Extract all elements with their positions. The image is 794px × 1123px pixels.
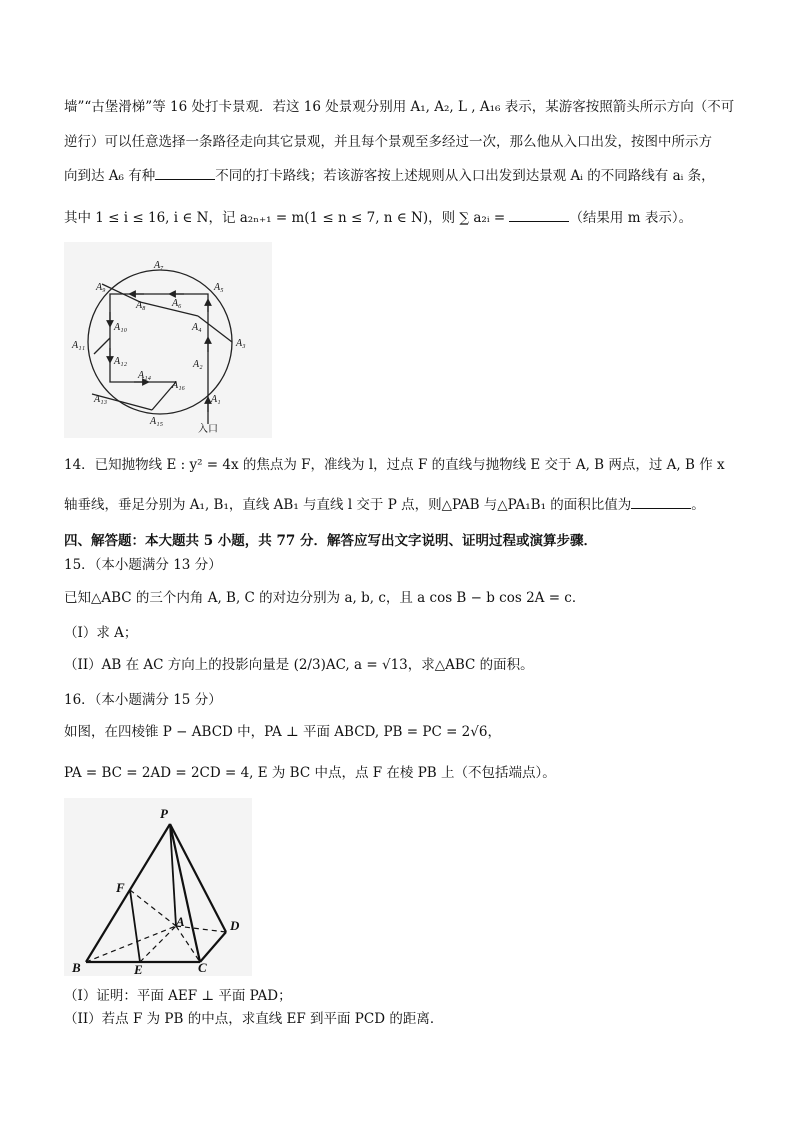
vertex-label-e: E bbox=[134, 962, 143, 976]
segment-fa bbox=[130, 890, 176, 926]
p14-line-2-b: 。 bbox=[691, 497, 705, 513]
fig-label-a1: A₁ bbox=[211, 394, 221, 405]
p14-line-2 bbox=[64, 495, 705, 515]
p15-part-1: （I）求 A； bbox=[64, 625, 138, 641]
vertex-label-p: P bbox=[160, 806, 168, 821]
edge-pb bbox=[86, 824, 170, 962]
segment-ea bbox=[140, 926, 176, 962]
route-diagram bbox=[64, 242, 272, 438]
p16-part-1: （I）证明：平面 AEF ⊥ 平面 PAD； bbox=[64, 988, 292, 1004]
vertex-label-f: F bbox=[116, 880, 125, 895]
fig-label-a13: A₁₃ bbox=[94, 394, 108, 405]
p13-line-3-a: 向到达 A₆ 有种 bbox=[64, 168, 156, 184]
p13-line-3 bbox=[64, 166, 715, 186]
fig-label-entrance: 入口 bbox=[198, 424, 218, 435]
fig-label-a15: A₁₅ bbox=[150, 416, 164, 427]
p16-stem-2: PA = BC = 2AD = 2CD = 4, E 为 BC 中点，点 F 在棱 PB 上（不包括端点）。 bbox=[64, 765, 556, 781]
p15-stem: 已知△ABC 的三个内角 A, B, C 的对边分别为 a, b, c，且 a cos B − b cos 2A = c． bbox=[64, 590, 586, 606]
p15-header: 15．（本小题满分 13 分） bbox=[64, 557, 222, 573]
edge-cd bbox=[200, 932, 226, 962]
vertex-label-c: C bbox=[198, 960, 207, 975]
segment-fe bbox=[130, 890, 140, 962]
fig-label-a16: A₁₆ bbox=[172, 380, 186, 391]
vertex-label-a: A bbox=[176, 914, 185, 929]
p13-line-3-b: 不同的打卡路线；若该游客按上述规则从入口出发到达景观 Aᵢ 的不同路线有 aᵢ 条， bbox=[215, 168, 715, 184]
pyramid-diagram bbox=[64, 798, 252, 976]
fig-label-a4: A₄ bbox=[192, 322, 202, 333]
fig-label-a2: A₂ bbox=[193, 359, 203, 370]
p16-part-2: （II）若点 F 为 PB 的中点，求直线 EF 到平面 PCD 的距离． bbox=[64, 1011, 444, 1027]
inner-square-path bbox=[110, 294, 208, 412]
p16-stem-1: 如图，在四棱锥 P − ABCD 中，PA ⊥ 平面 ABCD, PB = PC = 2√6， bbox=[64, 724, 501, 740]
pyramid-figure bbox=[64, 798, 252, 976]
edge-ba bbox=[86, 926, 176, 962]
fig-label-a7: A₇ bbox=[154, 260, 164, 271]
p13-line-1: 墙”“古堡滑梯”等 16 处打卡景观．若这 16 处景观分别用 A₁, A₂, L , A₁₆ 表示，某游客按照箭头所示方向（不可 bbox=[64, 99, 735, 115]
scenic-route-figure bbox=[64, 242, 272, 438]
fig-label-a10: A₁₀ bbox=[114, 322, 128, 333]
answer-blank-3 bbox=[631, 496, 691, 509]
fig-label-a5: A₅ bbox=[214, 282, 224, 293]
section-4-heading: 四、解答题：本大题共 5 小题，共 77 分．解答应写出文字说明、证明过程或演算步骤． bbox=[64, 533, 597, 549]
fig-label-a8: A₈ bbox=[136, 300, 146, 311]
p13-line-4-a: 其中 1 ≤ i ≤ 16, i ∈ N，记 a₂ₙ₊₁ = m(1 ≤ n ≤ 7, n ∈ N)，则 ∑ a₂ᵢ = bbox=[64, 210, 506, 226]
p13-line-4 bbox=[64, 208, 692, 228]
vertex-label-d: D bbox=[230, 918, 240, 933]
p14-line-2-a: 轴垂线，垂足分别为 A₁, B₁，直线 AB₁ 与直线 l 交于 P 点，则△PAB 与△PA₁B₁ 的面积比值为 bbox=[64, 497, 632, 513]
p14-line-1: 14．已知抛物线 E : y² = 4x 的焦点为 F，准线为 l，过点 F 的直线与抛物线 E 交于 A, B 两点，过 A, B 作 x bbox=[64, 457, 725, 473]
p15-part-2: （II）AB 在 AC 方向上的投影向量是 (2/3)AC, a = √13，求△ABC 的面积。 bbox=[64, 657, 534, 673]
answer-blank-2 bbox=[509, 209, 569, 222]
p13-line-2: 逆行）可以任意选择一条路径走向其它景观，并且每个景观至多经过一次，那么他从入口出发，按图中所示方 bbox=[64, 134, 712, 150]
fig-label-a11: A₁₁ bbox=[72, 340, 86, 351]
fig-label-a6: A₆ bbox=[172, 298, 182, 309]
answer-blank-1 bbox=[155, 167, 215, 180]
vertex-label-b: B bbox=[72, 960, 81, 975]
fig-label-a12: A₁₂ bbox=[114, 356, 128, 367]
p13-line-4-b: （结果用 m 表示）。 bbox=[569, 210, 693, 226]
fig-label-a3: A₃ bbox=[236, 338, 246, 349]
p16-header: 16．（本小题满分 15 分） bbox=[64, 692, 222, 708]
fig-label-a14: A₁₄ bbox=[138, 370, 152, 381]
fig-label-a9: A₉ bbox=[96, 282, 106, 293]
